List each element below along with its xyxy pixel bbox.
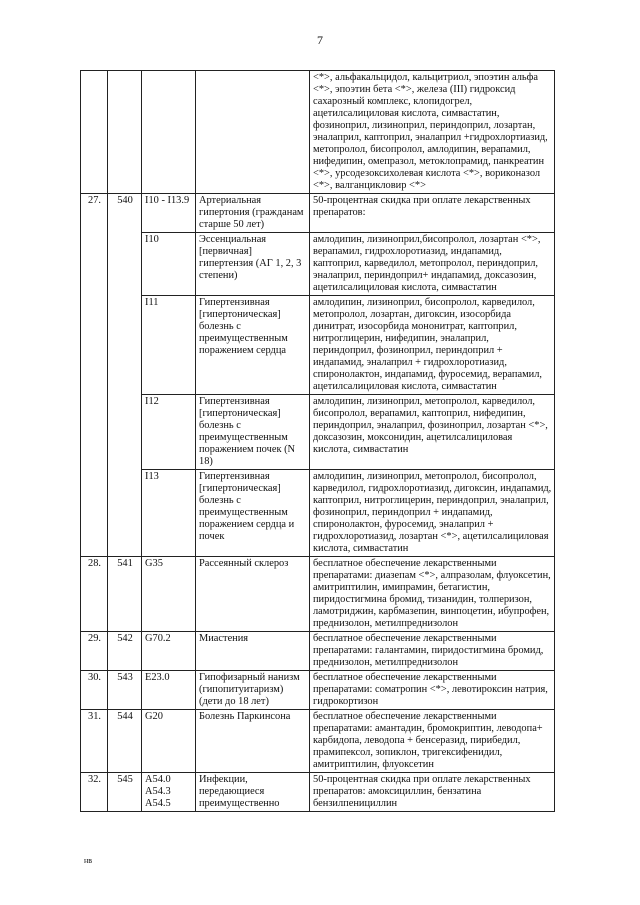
drugs-cell: 50-процентная скидка при оплате лекарственных препаратов: амоксициллин, бензатина бензилпенициллин [310, 773, 555, 812]
icd-cell: I10 [142, 233, 196, 296]
row-number-cell: 27. [81, 194, 108, 557]
drugs-cell: бесплатное обеспечение лекарственными препаратами: амантадин, бромокриптин, леводопа+ карбидопа, леводопа + бенсеразид, пирибедил, прамипексол, зопиклон, тригексифенидил, амитриптилин, флуоксетин [310, 710, 555, 773]
disease-cell: Гипертензивная [гипертоническая] болезнь с преимущественным поражением почек (N 18) [196, 395, 310, 470]
row-number-cell: 28. [81, 557, 108, 632]
table-row [81, 296, 555, 395]
footer-mark: нв [84, 856, 93, 865]
table-row [81, 194, 555, 233]
icd-cell: I10 - I13.9 [142, 194, 196, 233]
disease-cell: Эссенциальная [первичная] гипертензия (АГ 1, 2, 3 степени) [196, 233, 310, 296]
drugs-cell: амлодипин, лизиноприл, метопролол, бисопролол, карведилол, гидрохлоротиазид, дигоксин, индапамид, каптоприл, нитроглицерин, периндоприл, эналаприл, фозиноприл, периндоприл + индапамид, спиронолактон, фуросемид, эналаприл + гидрохлоротиазид, лозартан <*>, ацетилсалициловая кислота, симвастатин [310, 470, 555, 557]
row-number-cell: 29. [81, 632, 108, 671]
row-number-cell: 32. [81, 773, 108, 812]
icd-cell: G20 [142, 710, 196, 773]
drugs-cell: амлодипин, лизиноприл,бисопролол, лозартан <*>, верапамил, гидрохлоротиазид, индапамид, каптоприл, карведилол, метопролол, периндоприл, эналаприл, периндоприл+ индапамид, доксазозин, ацетилсалициловая кислота, симвастатин [310, 233, 555, 296]
code-cell: 543 [108, 671, 142, 710]
icd-cell: I11 [142, 296, 196, 395]
drugs-cell: амлодипин, лизиноприл, метопролол, карведилол, бисопролол, верапамил, каптоприл, нифедипин, периндоприл, эналаприл, фозиноприл, лозартан <*>, доксазозин, моксонидин, ацетилсалициловая кислота, симвастатин [310, 395, 555, 470]
drugs-cell: бесплатное обеспечение лекарственными препаратами: соматропин <*>, левотироксин натрия, гидрокортизон [310, 671, 555, 710]
drugs-cell: <*>, альфакальцидол, кальцитриол, эпоэтин альфа <*>, эпоэтин бета <*>, железа (III) гидроксид сахарозный комплекс, клопидогрел, ацетилсалициловая кислота, симвастатин, фозиноприл, лизиноприл, периндоприл, лозартан, эналаприл, каптоприл, эналаприл +гидрохлортиазид, метопролол, бисопролол, амлодипин, верапамил, нифедипин, омепразол, метоклопрамид, панкреатин <*>, урсодезоксихолевая кислота <*>, вориконазол <*>, валганцикловир <*> [310, 71, 555, 194]
table-row [81, 671, 555, 710]
disease-cell: Болезнь Паркинсона [196, 710, 310, 773]
icd-cell: G70.2 [142, 632, 196, 671]
code-cell: 541 [108, 557, 142, 632]
disease-cell: Миастения [196, 632, 310, 671]
disease-cell: Гипофизарный нанизм (гипопитуитаризм) (дети до 18 лет) [196, 671, 310, 710]
code-cell: 545 [108, 773, 142, 812]
icd-cell: E23.0 [142, 671, 196, 710]
table-row [81, 632, 555, 671]
drugs-cell: амлодипин, лизиноприл, бисопролол, карведилол, метопролол, лозартан, дигоксин, изосорбида динитрат, изосорбида мононитрат, каптоприл, нитроглицерин, нифедипин, эналаприл, периндоприл, фозиноприл, периндоприл + индапамид, эналаприл + гидрохлоротиазид, спиронолактон, индапамид, фуросемид, верапамил, ацетилсалициловая кислота, симвастатин [310, 296, 555, 395]
drugs-cell: бесплатное обеспечение лекарственными препаратами: галантамин, пиридостигмина бромид, преднизолон, метилпреднизолон [310, 632, 555, 671]
drug-benefits-table [80, 70, 555, 812]
table-row [81, 710, 555, 773]
row-number-cell [81, 71, 108, 194]
table-row [81, 395, 555, 470]
icd-cell: I12 [142, 395, 196, 470]
table-row [81, 470, 555, 557]
code-cell [108, 71, 142, 194]
disease-cell: Гипертензивная [гипертоническая] болезнь с преимущественным поражением сердца и почек [196, 470, 310, 557]
disease-cell: Рассеянный склероз [196, 557, 310, 632]
code-cell: 540 [108, 194, 142, 557]
code-cell: 544 [108, 710, 142, 773]
code-cell: 542 [108, 632, 142, 671]
row-number-cell: 31. [81, 710, 108, 773]
disease-cell: Артериальная гипертония (гражданам старше 50 лет) [196, 194, 310, 233]
disease-cell [196, 71, 310, 194]
table-row [81, 233, 555, 296]
icd-cell: I13 [142, 470, 196, 557]
icd-cell: A54.0 A54.3 A54.5 [142, 773, 196, 812]
disease-cell: Инфекции, передающиеся преимущественно [196, 773, 310, 812]
row-number-cell: 30. [81, 671, 108, 710]
icd-cell: G35 [142, 557, 196, 632]
continuation-row [81, 71, 555, 194]
table-row [81, 773, 555, 812]
table-row [81, 557, 555, 632]
disease-cell: Гипертензивная [гипертоническая] болезнь с преимущественным поражением сердца [196, 296, 310, 395]
drugs-cell: 50-процентная скидка при оплате лекарственных препаратов: [310, 194, 555, 233]
drugs-cell: бесплатное обеспечение лекарственными препаратами: диазепам <*>, алпразолам, флуоксетин, амитриптилин, имипрамин, бетагистин, пиридостигмина бромид, тизанидин, толперизон, ламотриджин, карбмазепин, винпоцетин, ибупрофен, преднизолон, метилпреднизолон [310, 557, 555, 632]
icd-cell [142, 71, 196, 194]
page-number: 7 [317, 33, 323, 47]
